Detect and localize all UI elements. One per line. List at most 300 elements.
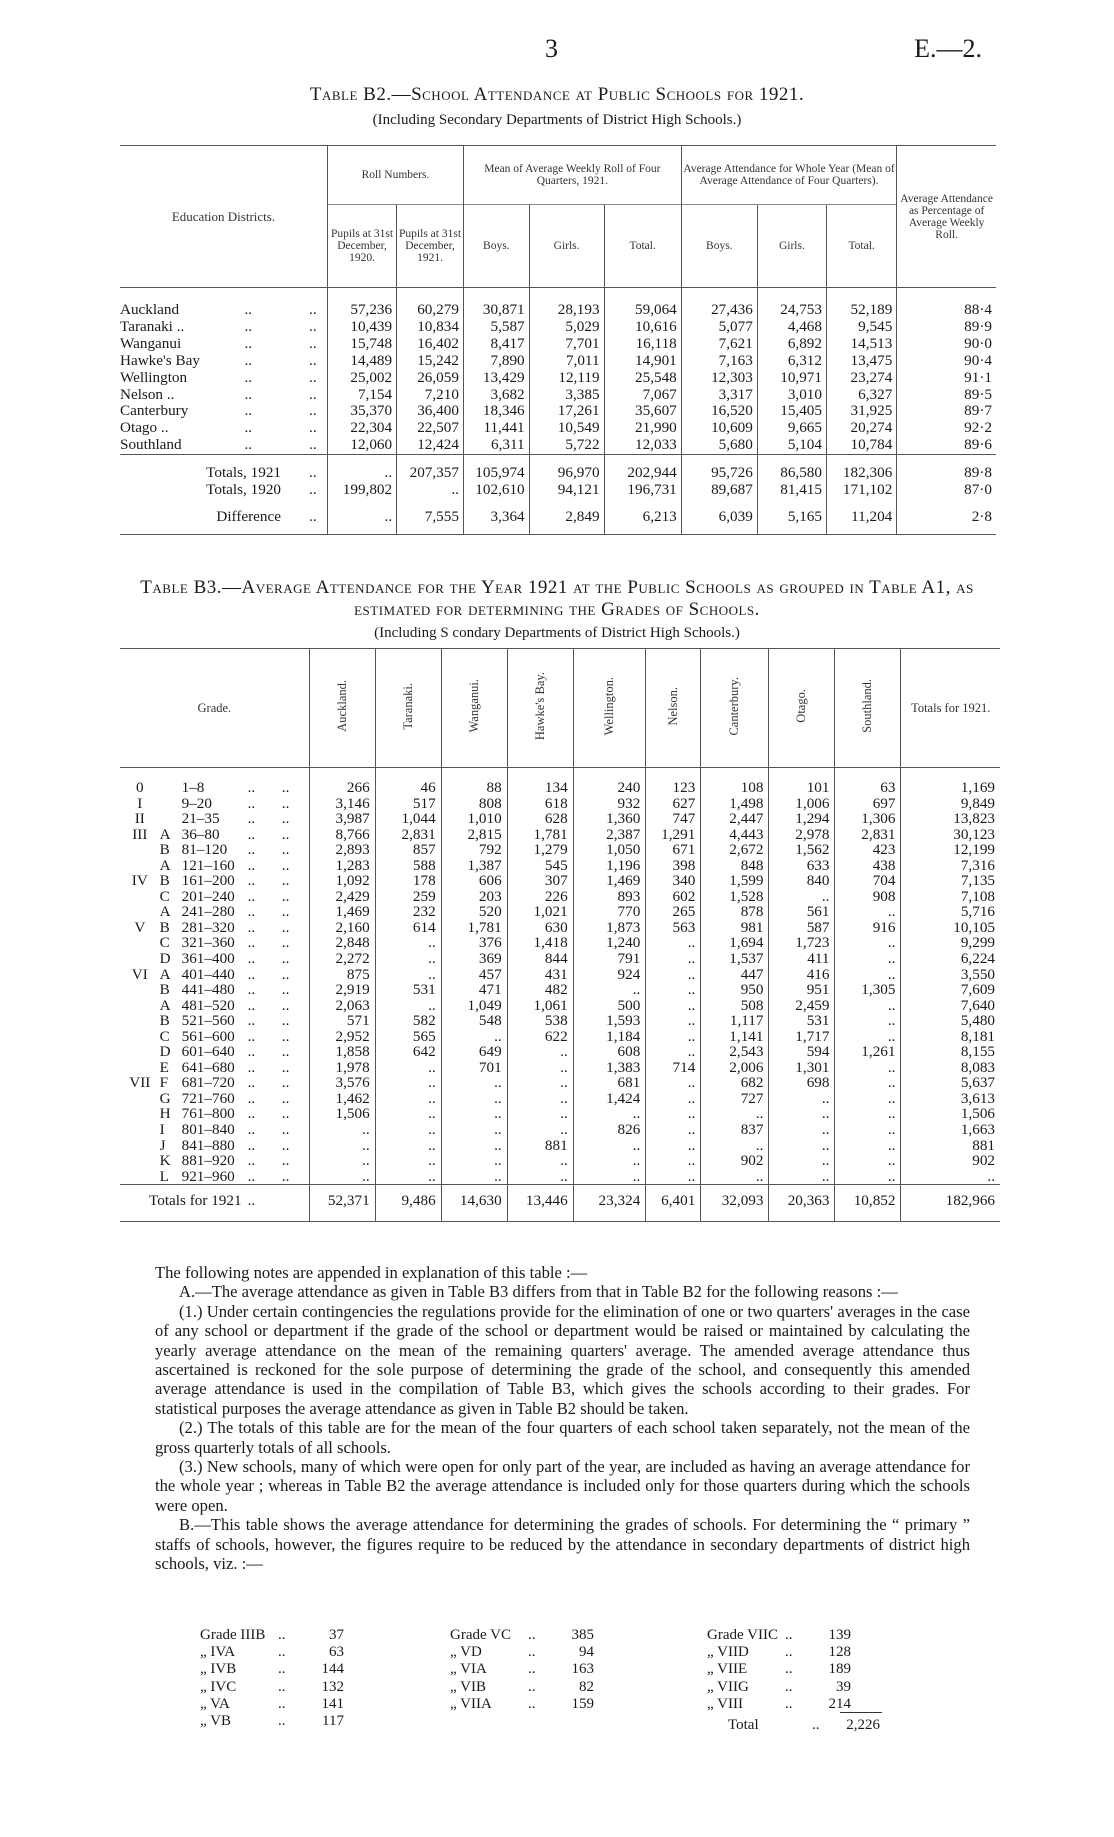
grade-reduction-row bbox=[200, 1627, 344, 1644]
b2-cell: 8,417 bbox=[463, 336, 529, 353]
b2-cell: 12,060 bbox=[327, 437, 396, 454]
b3-row bbox=[120, 1091, 1000, 1107]
grade-value: 94 bbox=[579, 1644, 594, 1661]
b3-cell: 714 bbox=[646, 1060, 701, 1076]
b3-roman: V bbox=[134, 918, 146, 936]
b3-roman bbox=[120, 858, 160, 874]
b2-dots: .. bbox=[309, 317, 317, 335]
b3-cell: .. bbox=[646, 1091, 701, 1107]
grade-value: 117 bbox=[322, 1713, 344, 1730]
b3-cell: 881 bbox=[901, 1138, 1000, 1154]
b3-header-district bbox=[769, 649, 835, 768]
b3-dots: .. .. bbox=[248, 768, 310, 796]
table-b3-subtitle: (Including S condary Departments of District High Schools.) bbox=[374, 625, 740, 641]
grade-label: „ VIA bbox=[450, 1661, 487, 1678]
b3-cell: 627 bbox=[646, 796, 701, 812]
b3-cell: 10,105 bbox=[901, 920, 1000, 936]
b2-dots: .. bbox=[244, 368, 253, 386]
b2-header-mean-girls: Girls. bbox=[529, 205, 604, 288]
b3-cell: 1,599 bbox=[701, 873, 769, 889]
b3-header-district bbox=[441, 649, 507, 768]
b3-cell: 13,823 bbox=[901, 811, 1000, 827]
b3-subgrade: K bbox=[159, 1152, 171, 1170]
b3-cell: 416 bbox=[769, 967, 835, 983]
b3-row bbox=[120, 1122, 1000, 1138]
grade-label: „ VIII bbox=[707, 1695, 743, 1712]
b3-cell: .. bbox=[375, 1122, 441, 1138]
b3-cell: 423 bbox=[835, 842, 901, 858]
b3-cell: 1,021 bbox=[507, 904, 573, 920]
b3-cell: .. bbox=[507, 1169, 573, 1185]
grade-value: 128 bbox=[828, 1644, 851, 1661]
grade-dots: .. bbox=[278, 1644, 286, 1661]
b3-cell: 7,640 bbox=[901, 998, 1000, 1014]
b3-cell: 1,196 bbox=[573, 858, 646, 874]
b3-cell: 2,387 bbox=[573, 827, 646, 843]
b3-cell: 618 bbox=[507, 796, 573, 812]
b3-totals-cell: 52,371 bbox=[309, 1185, 375, 1222]
grade-reduction-row bbox=[707, 1661, 851, 1678]
b3-dots: .. .. bbox=[247, 825, 290, 843]
b3-roman bbox=[120, 982, 160, 998]
b3-header-district bbox=[375, 649, 441, 768]
b2-cell: 15,405 bbox=[757, 403, 826, 420]
b3-cell: 2,429 bbox=[309, 889, 375, 905]
grade-reductions-total: Total .. 2,226 bbox=[728, 1717, 880, 1733]
b3-cell: 9,849 bbox=[901, 796, 1000, 812]
b3-row bbox=[120, 873, 1000, 889]
b2-dots: .. bbox=[244, 334, 253, 352]
b3-cell: 698 bbox=[769, 1075, 835, 1091]
b3-totals-cell: 6,401 bbox=[646, 1185, 701, 1222]
b3-row bbox=[120, 889, 1000, 905]
b3-subgrade: C bbox=[159, 1027, 170, 1045]
b3-cell: 471 bbox=[441, 982, 507, 998]
b3-cell: 1,006 bbox=[769, 796, 835, 812]
b2-cell: 90·4 bbox=[897, 353, 996, 370]
b3-subgrade: L bbox=[159, 1167, 169, 1185]
b3-cell: 531 bbox=[375, 982, 441, 998]
b2-cell: 15,748 bbox=[327, 336, 396, 353]
b3-header-district-label: Canterbury. bbox=[727, 676, 742, 736]
b3-cell: .. bbox=[769, 1122, 835, 1138]
b3-cell: 981 bbox=[701, 920, 769, 936]
b3-header-district bbox=[507, 649, 573, 768]
b3-cell: .. bbox=[441, 1138, 507, 1154]
b3-subgrade bbox=[160, 811, 182, 827]
b2-cell: 7,621 bbox=[681, 336, 757, 353]
grade-reduction-row bbox=[707, 1696, 851, 1713]
b3-cell: 1,010 bbox=[441, 811, 507, 827]
b3-cell: 950 bbox=[701, 982, 769, 998]
b3-cell: 594 bbox=[769, 1044, 835, 1060]
b3-cell: .. bbox=[646, 1153, 701, 1169]
b3-subgrade: D bbox=[159, 1043, 171, 1061]
b3-totals-cell: 32,093 bbox=[701, 1185, 769, 1222]
grade-label: Grade VIIC bbox=[707, 1627, 778, 1643]
b3-roman bbox=[120, 1044, 160, 1060]
b3-cell: 2,006 bbox=[701, 1060, 769, 1076]
grade-value: 82 bbox=[579, 1678, 594, 1695]
b3-dots: .. .. bbox=[247, 841, 290, 859]
b3-cell: 1,424 bbox=[573, 1091, 646, 1107]
b3-dots: .. .. bbox=[247, 872, 290, 890]
b3-row bbox=[120, 1060, 1000, 1076]
b3-cell: .. bbox=[375, 1138, 441, 1154]
b3-row bbox=[120, 1153, 1000, 1169]
b3-cell: 340 bbox=[646, 873, 701, 889]
b3-roman bbox=[120, 1013, 160, 1029]
b2-cell: 10,971 bbox=[757, 370, 826, 387]
b2-totals-1921-cell: .. bbox=[327, 455, 396, 482]
b3-subgrade: A bbox=[159, 825, 171, 843]
b2-dots: .. bbox=[244, 385, 253, 403]
grade-dots: .. bbox=[785, 1644, 793, 1661]
b3-cell: 561 bbox=[769, 904, 835, 920]
b2-dots: .. bbox=[309, 419, 317, 437]
b3-cell: 908 bbox=[835, 889, 901, 905]
b2-difference-cell: 2,849 bbox=[529, 499, 604, 534]
b2-cell: 10,784 bbox=[826, 437, 896, 454]
b3-cell: .. bbox=[701, 1106, 769, 1122]
b2-cell: 91·1 bbox=[897, 370, 996, 387]
b3-roman bbox=[120, 1138, 160, 1154]
b2-cell: 35,370 bbox=[327, 403, 396, 420]
grade-reduction-row bbox=[200, 1679, 344, 1696]
b3-cell: 614 bbox=[375, 920, 441, 936]
b3-subgrade: E bbox=[159, 1058, 169, 1076]
b3-roman bbox=[120, 935, 160, 951]
b3-cell: 203 bbox=[441, 889, 507, 905]
b3-cell: .. bbox=[769, 889, 835, 905]
b3-subgrade: G bbox=[159, 1089, 171, 1107]
b2-cell: 24,753 bbox=[757, 288, 826, 319]
note-1: (1.) Under certain contingencies the regulations provide for the elimination of one or two quarters' averages in the case of any school or department if the grade of the school or department would be raised or maintained by calculating the yearly average attendance on the mean of the remaining quarters' average. The amended average attendance thus ascertained is reckoned for the sole purpose of determining the grade of the school, and consequently this amended average attendance is used in the compilation of Table B3, which gives the schools according to their grades. For statistical purposes the average attendance as given in Table B2 should be taken. bbox=[155, 1301, 970, 1418]
b2-row bbox=[120, 319, 996, 336]
b2-cell: 57,236 bbox=[327, 288, 396, 319]
b3-cell: 1,723 bbox=[769, 935, 835, 951]
b3-header-district-label: Wanganui. bbox=[466, 679, 481, 733]
b3-cell: 531 bbox=[769, 1013, 835, 1029]
grade-label: „ IVB bbox=[200, 1661, 237, 1678]
b2-header-districts: Education Districts. bbox=[120, 146, 327, 288]
b3-cell: 1,469 bbox=[309, 904, 375, 920]
b2-cell: 16,520 bbox=[681, 403, 757, 420]
grade-reduction-row bbox=[707, 1679, 851, 1696]
b3-subgrade: D bbox=[159, 950, 171, 968]
b3-cell: .. bbox=[309, 1169, 375, 1185]
b3-row bbox=[120, 951, 1000, 967]
b2-cell: 22,304 bbox=[327, 420, 396, 437]
b3-cell: .. bbox=[375, 1169, 441, 1185]
b2-dots: .. bbox=[309, 288, 327, 319]
b3-cell: 266 bbox=[309, 768, 375, 796]
b3-header-totals: Totals for 1921. bbox=[901, 649, 1000, 768]
b3-cell: .. bbox=[507, 1106, 573, 1122]
b3-cell: 951 bbox=[769, 982, 835, 998]
b3-cell: 1,044 bbox=[375, 811, 441, 827]
b3-range: 801–840 bbox=[181, 1121, 235, 1139]
b2-totals-1920-cell: 199,802 bbox=[327, 482, 396, 499]
b2-cell: 10,439 bbox=[327, 319, 396, 336]
b3-cell: 438 bbox=[835, 858, 901, 874]
b3-cell: 376 bbox=[441, 935, 507, 951]
b2-dots: .. bbox=[244, 351, 253, 369]
note-2: (2.) The totals of this table are for the mean of the four quarters of each school taken separately, not the mean of the gross quarterly totals of all schools. bbox=[155, 1418, 970, 1457]
b3-cell: 747 bbox=[646, 811, 701, 827]
b3-cell: 602 bbox=[646, 889, 701, 905]
grade-dots: .. bbox=[278, 1695, 286, 1712]
b2-dots: .. bbox=[244, 288, 309, 319]
b3-cell: 881 bbox=[507, 1138, 573, 1154]
b2-totals-1920-cell: 102,610 bbox=[463, 482, 529, 499]
b3-subgrade: B bbox=[159, 918, 170, 936]
b2-totals-1921-cell: 86,580 bbox=[757, 455, 826, 482]
b3-dots: .. bbox=[248, 1185, 310, 1222]
b3-range: 441–480 bbox=[181, 981, 235, 999]
b2-totals-1920-cell: 94,121 bbox=[529, 482, 604, 499]
b3-cell: 447 bbox=[701, 967, 769, 983]
b3-cell: 633 bbox=[769, 858, 835, 874]
b2-cell: 89·7 bbox=[897, 403, 996, 420]
b3-cell: .. bbox=[375, 1153, 441, 1169]
grade-value: 159 bbox=[571, 1695, 594, 1712]
b3-roman bbox=[120, 889, 160, 905]
b3-cell: 622 bbox=[507, 1029, 573, 1045]
grade-label: Grade VC bbox=[450, 1627, 511, 1643]
b3-cell: 671 bbox=[646, 842, 701, 858]
b3-row bbox=[120, 827, 1000, 843]
b3-row bbox=[120, 1029, 1000, 1045]
grade-dots: .. bbox=[528, 1661, 536, 1678]
b2-cell: 17,261 bbox=[529, 403, 604, 420]
notes-intro: The following notes are appended in explanation of this table :— bbox=[155, 1263, 588, 1282]
b3-cell: .. bbox=[507, 1122, 573, 1138]
grade-reduction-row bbox=[707, 1644, 851, 1661]
b3-cell: 791 bbox=[573, 951, 646, 967]
b3-roman bbox=[120, 842, 160, 858]
grade-reduction-row bbox=[200, 1661, 344, 1678]
b3-cell: .. bbox=[573, 1153, 646, 1169]
b3-cell: 500 bbox=[573, 998, 646, 1014]
b3-cell: 123 bbox=[646, 768, 701, 796]
b3-cell: .. bbox=[375, 1075, 441, 1091]
grade-value: 189 bbox=[828, 1661, 851, 1678]
b2-header-mean: Mean of Average Weekly Roll of Four Quarters, 1921. bbox=[463, 146, 681, 205]
b3-subgrade: B bbox=[159, 841, 170, 859]
grade-reductions-col1 bbox=[200, 1627, 344, 1730]
b3-cell: 1,418 bbox=[507, 935, 573, 951]
b2-cell: 15,242 bbox=[397, 353, 464, 370]
b3-cell: 369 bbox=[441, 951, 507, 967]
b2-dots: .. bbox=[309, 368, 317, 386]
b3-cell: .. bbox=[507, 1091, 573, 1107]
b3-range: 921–960 bbox=[181, 1167, 235, 1185]
b3-cell: .. bbox=[835, 1122, 901, 1138]
grade-reduction-row bbox=[450, 1627, 594, 1644]
b2-difference bbox=[120, 499, 996, 534]
b2-cell: 5,587 bbox=[463, 319, 529, 336]
b2-cell: 12,303 bbox=[681, 370, 757, 387]
b3-subgrade: C bbox=[159, 887, 170, 905]
b3-cell: 1,291 bbox=[646, 827, 701, 843]
b2-row bbox=[120, 387, 996, 404]
b2-cell: 7,701 bbox=[529, 336, 604, 353]
b2-header-att-boys: Boys. bbox=[681, 205, 757, 288]
grade-reduction-row bbox=[707, 1627, 851, 1644]
b3-totals-label: Totals for 1921 bbox=[120, 1185, 248, 1222]
b3-header-district-label: Wellington. bbox=[601, 676, 616, 736]
b3-cell: 108 bbox=[701, 768, 769, 796]
b3-cell: .. bbox=[507, 1044, 573, 1060]
b3-cell: 1,781 bbox=[507, 827, 573, 843]
b3-roman: IV bbox=[131, 872, 148, 890]
b3-dots: .. .. bbox=[247, 934, 290, 952]
b3-cell: 2,447 bbox=[701, 811, 769, 827]
b3-cell: 1,169 bbox=[901, 768, 1000, 796]
b3-cell: .. bbox=[701, 1138, 769, 1154]
b2-district-name: Hawke's Bay bbox=[120, 351, 200, 369]
b3-cell: .. bbox=[309, 1153, 375, 1169]
b3-cell: 902 bbox=[901, 1153, 1000, 1169]
b3-cell: 2,831 bbox=[375, 827, 441, 843]
b3-cell: 2,978 bbox=[769, 827, 835, 843]
b2-row bbox=[120, 370, 996, 387]
b3-cell: .. bbox=[573, 1169, 646, 1185]
b3-cell: 1,383 bbox=[573, 1060, 646, 1076]
b2-dots: .. bbox=[309, 351, 317, 369]
b2-cell: 22,507 bbox=[397, 420, 464, 437]
b2-cell: 7,154 bbox=[327, 387, 396, 404]
b3-cell: 2,459 bbox=[769, 998, 835, 1014]
grade-reduction-row bbox=[450, 1661, 594, 1678]
b3-roman bbox=[120, 904, 160, 920]
b2-header-mean-boys: Boys. bbox=[463, 205, 529, 288]
b3-cell: 431 bbox=[507, 967, 573, 983]
b3-cell: 7,609 bbox=[901, 982, 1000, 998]
b3-cell: 1,305 bbox=[835, 982, 901, 998]
b3-row bbox=[120, 904, 1000, 920]
b3-cell: .. bbox=[769, 1106, 835, 1122]
table-b3-title: Table B3.—Average Attendance for the Year 1921 at the Public Schools as grouped in Table A1, as estimated for determining the Grades of Schools. bbox=[140, 577, 974, 620]
b3-cell: .. bbox=[573, 1138, 646, 1154]
b3-cell: 1,184 bbox=[573, 1029, 646, 1045]
b3-cell: .. bbox=[441, 1075, 507, 1091]
b3-cell: 232 bbox=[375, 904, 441, 920]
b2-cell: 10,609 bbox=[681, 420, 757, 437]
b2-cell: 16,402 bbox=[397, 336, 464, 353]
b3-subgrade bbox=[160, 796, 182, 812]
b3-cell: 1,506 bbox=[901, 1106, 1000, 1122]
b3-cell: 2,919 bbox=[309, 982, 375, 998]
b3-cell: 1,117 bbox=[701, 1013, 769, 1029]
b3-cell: .. bbox=[835, 1106, 901, 1122]
b3-cell: 2,952 bbox=[309, 1029, 375, 1045]
b3-subgrade: F bbox=[159, 1074, 169, 1092]
b3-cell: .. bbox=[646, 1138, 701, 1154]
b3-subgrade: A bbox=[159, 965, 171, 983]
b3-cell: 848 bbox=[701, 858, 769, 874]
b3-row bbox=[120, 998, 1000, 1014]
b3-dots: .. .. bbox=[247, 1167, 290, 1185]
b3-cell: .. bbox=[835, 998, 901, 1014]
b2-district-name: Canterbury bbox=[120, 402, 189, 420]
b3-cell: 1,562 bbox=[769, 842, 835, 858]
b3-cell: 608 bbox=[573, 1044, 646, 1060]
b3-cell: 7,108 bbox=[901, 889, 1000, 905]
b2-difference-cell: 6,213 bbox=[604, 499, 681, 534]
b3-cell: 8,155 bbox=[901, 1044, 1000, 1060]
b2-difference-cell: 11,204 bbox=[826, 499, 896, 534]
b3-range: 521–560 bbox=[181, 1012, 235, 1030]
b3-row bbox=[120, 1138, 1000, 1154]
b3-row bbox=[120, 920, 1000, 936]
b3-cell: .. bbox=[769, 1138, 835, 1154]
b3-cell: .. bbox=[441, 1029, 507, 1045]
b3-cell: .. bbox=[901, 1169, 1000, 1185]
b2-district-name: Auckland bbox=[120, 288, 244, 319]
b3-dots: .. .. bbox=[247, 981, 290, 999]
b2-totals-1921-cell: 105,974 bbox=[463, 455, 529, 482]
b3-dots: .. .. bbox=[247, 1152, 290, 1170]
b2-difference-cell: 6,039 bbox=[681, 499, 757, 534]
b3-totals-cell: 182,966 bbox=[901, 1185, 1000, 1222]
b3-roman: VI bbox=[131, 965, 148, 983]
b3-cell: 545 bbox=[507, 858, 573, 874]
b3-header-district-label: Auckland. bbox=[334, 680, 349, 732]
b2-cell: 25,548 bbox=[604, 370, 681, 387]
b3-cell: 8,766 bbox=[309, 827, 375, 843]
grade-dots: .. bbox=[785, 1661, 793, 1678]
b3-cell: 681 bbox=[573, 1075, 646, 1091]
b3-cell: 1,261 bbox=[835, 1044, 901, 1060]
b3-dots: .. .. bbox=[247, 1058, 290, 1076]
grade-label: „ VD bbox=[450, 1644, 482, 1661]
b2-cell: 14,489 bbox=[327, 353, 396, 370]
b2-dots: .. bbox=[309, 334, 317, 352]
b3-range: 561–600 bbox=[181, 1027, 235, 1045]
grade-label: „ IVA bbox=[200, 1644, 236, 1661]
b3-subgrade: J bbox=[159, 1136, 166, 1154]
b2-cell: 6,327 bbox=[826, 387, 896, 404]
b3-cell: 101 bbox=[769, 768, 835, 796]
grade-dots: .. bbox=[785, 1678, 793, 1695]
b3-cell: 2,831 bbox=[835, 827, 901, 843]
b3-cell: 5,480 bbox=[901, 1013, 1000, 1029]
b3-cell: 563 bbox=[646, 920, 701, 936]
b3-cell: .. bbox=[309, 1138, 375, 1154]
b3-cell: 178 bbox=[375, 873, 441, 889]
b3-cell: .. bbox=[646, 1122, 701, 1138]
b3-cell: 902 bbox=[701, 1153, 769, 1169]
b3-dots: .. .. bbox=[247, 1136, 290, 1154]
b3-cell: .. bbox=[835, 935, 901, 951]
b3-cell: 682 bbox=[701, 1075, 769, 1091]
b2-cell: 7,163 bbox=[681, 353, 757, 370]
b3-cell: .. bbox=[701, 1169, 769, 1185]
b3-dots: .. .. bbox=[247, 1105, 290, 1123]
b3-cell: 2,272 bbox=[309, 951, 375, 967]
b3-cell: 1,240 bbox=[573, 935, 646, 951]
b3-dots: .. .. bbox=[247, 965, 290, 983]
b3-subgrade: B bbox=[159, 1012, 170, 1030]
b3-cell: 63 bbox=[835, 768, 901, 796]
b3-cell: .. bbox=[646, 1169, 701, 1185]
b3-roman bbox=[120, 1153, 160, 1169]
b2-header-pupils-1920: Pupils at 31st December, 1920. bbox=[327, 205, 396, 288]
b3-cell: .. bbox=[835, 1013, 901, 1029]
grade-dots: .. bbox=[785, 1627, 793, 1643]
